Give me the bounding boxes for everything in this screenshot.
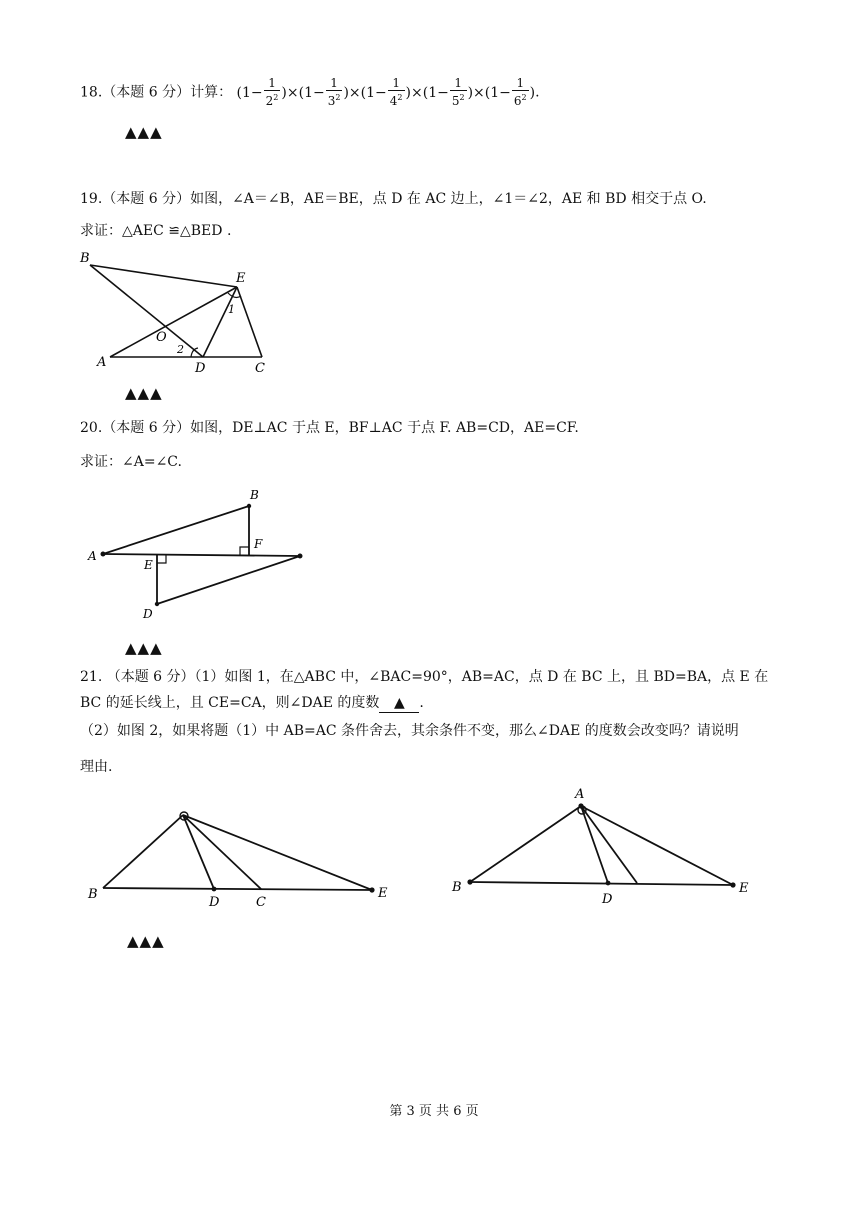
- minus-sign: −: [499, 84, 511, 101]
- q20-label-B: B: [250, 488, 259, 502]
- fraction-numerator: 1: [326, 77, 343, 91]
- term-fraction: [264, 77, 281, 108]
- denominator-exponent: 2: [521, 93, 527, 102]
- paren-open: (: [298, 84, 305, 101]
- q20-segment-AB: [103, 506, 249, 554]
- paren-open: (: [484, 84, 491, 101]
- q20-point-C: [298, 554, 303, 559]
- fig2-point-E: [730, 882, 735, 887]
- fig2-segment-AC: [581, 806, 637, 883]
- term-one: 1: [366, 84, 376, 101]
- denominator-base: 4: [389, 94, 398, 108]
- q19-angle-2-arc: [191, 348, 198, 357]
- term-fraction: [450, 77, 467, 108]
- fraction-denominator: [388, 91, 405, 108]
- fig1-label-E: E: [378, 886, 388, 901]
- q20-right-angle-F: [240, 547, 249, 555]
- q18-answer-mark: ▲▲▲: [125, 123, 163, 141]
- minus-sign: −: [375, 84, 387, 101]
- q20-point-B: [247, 504, 251, 508]
- q21-line2: [80, 694, 424, 713]
- q20-line1: 20.（本题 6 分）如图，DE⊥AC 于点 E，BF⊥AC 于点 F. AB=CD，AE=CF.: [80, 420, 579, 436]
- fraction-denominator: [512, 91, 529, 108]
- q18-number: 18.: [80, 84, 103, 101]
- q20-line2: 求证：∠A=∠C.: [80, 454, 182, 470]
- times-sign: ×: [286, 84, 299, 101]
- fig2-segment-AD: [581, 806, 608, 883]
- q20-segment-AC: [103, 554, 300, 556]
- paren-open: (: [422, 84, 429, 101]
- fig2-segment-BE: [470, 882, 733, 885]
- term-one: 1: [428, 84, 438, 101]
- q19-line1: 19.（本题 6 分）如图，∠A＝∠B，AE＝BE，点 D 在 AC 边上，∠1＝∠2，AE 和 BD 相交于点 O.: [80, 191, 707, 207]
- fig2-label-D: D: [602, 892, 613, 907]
- q20-right-angle-E: [157, 555, 166, 563]
- minus-sign: −: [250, 84, 263, 101]
- paren-open: (: [236, 84, 242, 101]
- paren-open: (: [360, 84, 367, 101]
- q21-line1: 21. （本题 6 分）（1）如图 1，在△ABC 中，∠BAC=90°，AB=AC，点 D 在 BC 上，且 BD=BA，点 E 在: [80, 669, 769, 685]
- q19-label-E: E: [236, 271, 246, 286]
- q19-segment-ED: [203, 287, 237, 357]
- denominator-base: 3: [327, 94, 336, 108]
- fig2-label-E: E: [739, 881, 749, 896]
- q21-answer-blank: ▲: [379, 694, 419, 713]
- denominator-exponent: 2: [397, 93, 403, 102]
- paren-close: ): [405, 84, 411, 101]
- q19-label-A: A: [97, 355, 107, 370]
- q19-label-C: C: [255, 361, 265, 376]
- minus-sign: −: [312, 84, 325, 101]
- times-sign: ×: [473, 84, 485, 101]
- fig1-label-B: B: [88, 887, 98, 902]
- q20-label-D: D: [143, 607, 153, 621]
- q19-label-1: 1: [228, 303, 235, 316]
- q21-line3: （2）如图 2，如果将题（1）中 AB=AC 条件舍去，其余条件不变，那么∠DAE 的度数会改变吗？请说明: [80, 723, 739, 739]
- times-sign: ×: [410, 84, 423, 101]
- denominator-exponent: 2: [459, 93, 465, 102]
- q19-label-B: B: [80, 251, 90, 266]
- q19-angle-1-arc: [228, 293, 241, 297]
- paren-close: ): [281, 84, 287, 101]
- paren-close: ): [529, 84, 536, 101]
- denominator-exponent: 2: [335, 93, 341, 102]
- q19-answer-mark: ▲▲▲: [125, 384, 163, 402]
- fig1-segment-AE: [183, 815, 372, 890]
- fig1-segment-AC: [183, 815, 261, 889]
- fig2-point-A: [578, 803, 583, 808]
- fig2-segment-AE: [581, 806, 733, 885]
- q21-line2-end: .: [419, 695, 424, 711]
- q19-label-O: O: [156, 330, 167, 345]
- q19-segment-AE: [110, 287, 237, 357]
- fig1-point-D: [212, 887, 217, 892]
- fig1-segment-BE: [103, 888, 372, 890]
- q18-line: [80, 77, 540, 108]
- q20-point-A: [101, 552, 106, 557]
- q19-label-D: D: [195, 361, 206, 376]
- times-sign: ×: [348, 84, 361, 101]
- q19-segment-BD: [90, 265, 203, 357]
- term-one: 1: [304, 84, 313, 101]
- q18-prompt: 计算：: [190, 84, 233, 101]
- fig2-point-B: [467, 879, 472, 884]
- paren-close: ): [467, 84, 474, 101]
- denominator-base: 6: [513, 94, 522, 108]
- q18-points: （本题 6 分）: [102, 84, 191, 101]
- fraction-denominator: [264, 91, 281, 108]
- q21-line2-text: BC 的延长线上，且 CE=CA，则∠DAE 的度数: [80, 695, 380, 711]
- q19-line2: 求证：△AEC ≌△BED .: [80, 223, 232, 239]
- term-one: 1: [490, 84, 500, 101]
- fraction-denominator: [450, 91, 467, 108]
- q20-label-F: F: [254, 537, 263, 551]
- q18-expression: [236, 76, 536, 108]
- fraction-numerator: 1: [264, 77, 281, 91]
- fig2-right-angle-mark: [578, 806, 586, 814]
- q19-segment-BE: [90, 265, 237, 287]
- fig1-segment-AB: [103, 815, 183, 888]
- paren-close: ): [343, 84, 349, 101]
- fig1-segment-AD: [183, 815, 214, 889]
- fraction-denominator: [326, 91, 343, 108]
- denominator-base: 5: [451, 94, 460, 108]
- q20-label-E: E: [144, 558, 153, 572]
- q20-label-A: A: [88, 549, 97, 563]
- q21-line4: 理由.: [80, 759, 113, 775]
- q18-end: .: [535, 84, 540, 101]
- denominator-base: 2: [265, 94, 274, 108]
- page-footer: 第 3 页 共 6 页: [389, 1104, 479, 1119]
- fig1-label-C: C: [256, 895, 266, 910]
- minus-sign: −: [437, 84, 449, 101]
- term-fraction: [512, 77, 529, 108]
- denominator-exponent: 2: [273, 93, 279, 102]
- fig2-label-B: B: [452, 880, 462, 895]
- fig1-point-E: [369, 887, 374, 892]
- term-one: 1: [242, 84, 251, 101]
- fraction-numerator: 1: [512, 77, 529, 91]
- q19-label-2: 2: [177, 343, 184, 356]
- q20-point-D: [155, 602, 159, 606]
- q20-segment-DC: [157, 556, 300, 604]
- fig1-right-angle-mark: [180, 812, 188, 820]
- fraction-numerator: 1: [388, 77, 405, 91]
- term-fraction: [388, 77, 405, 108]
- q21-answer-mark: ▲▲▲: [127, 932, 165, 950]
- term-fraction: [326, 77, 343, 108]
- fig1-label-D: D: [209, 895, 220, 910]
- q20-answer-mark: ▲▲▲: [125, 639, 163, 657]
- fig2-segment-AB: [470, 806, 581, 882]
- fig2-label-A: A: [575, 787, 585, 802]
- fig2-point-D: [606, 881, 611, 886]
- fraction-numerator: 1: [450, 77, 467, 91]
- q19-segment-EC: [237, 287, 262, 357]
